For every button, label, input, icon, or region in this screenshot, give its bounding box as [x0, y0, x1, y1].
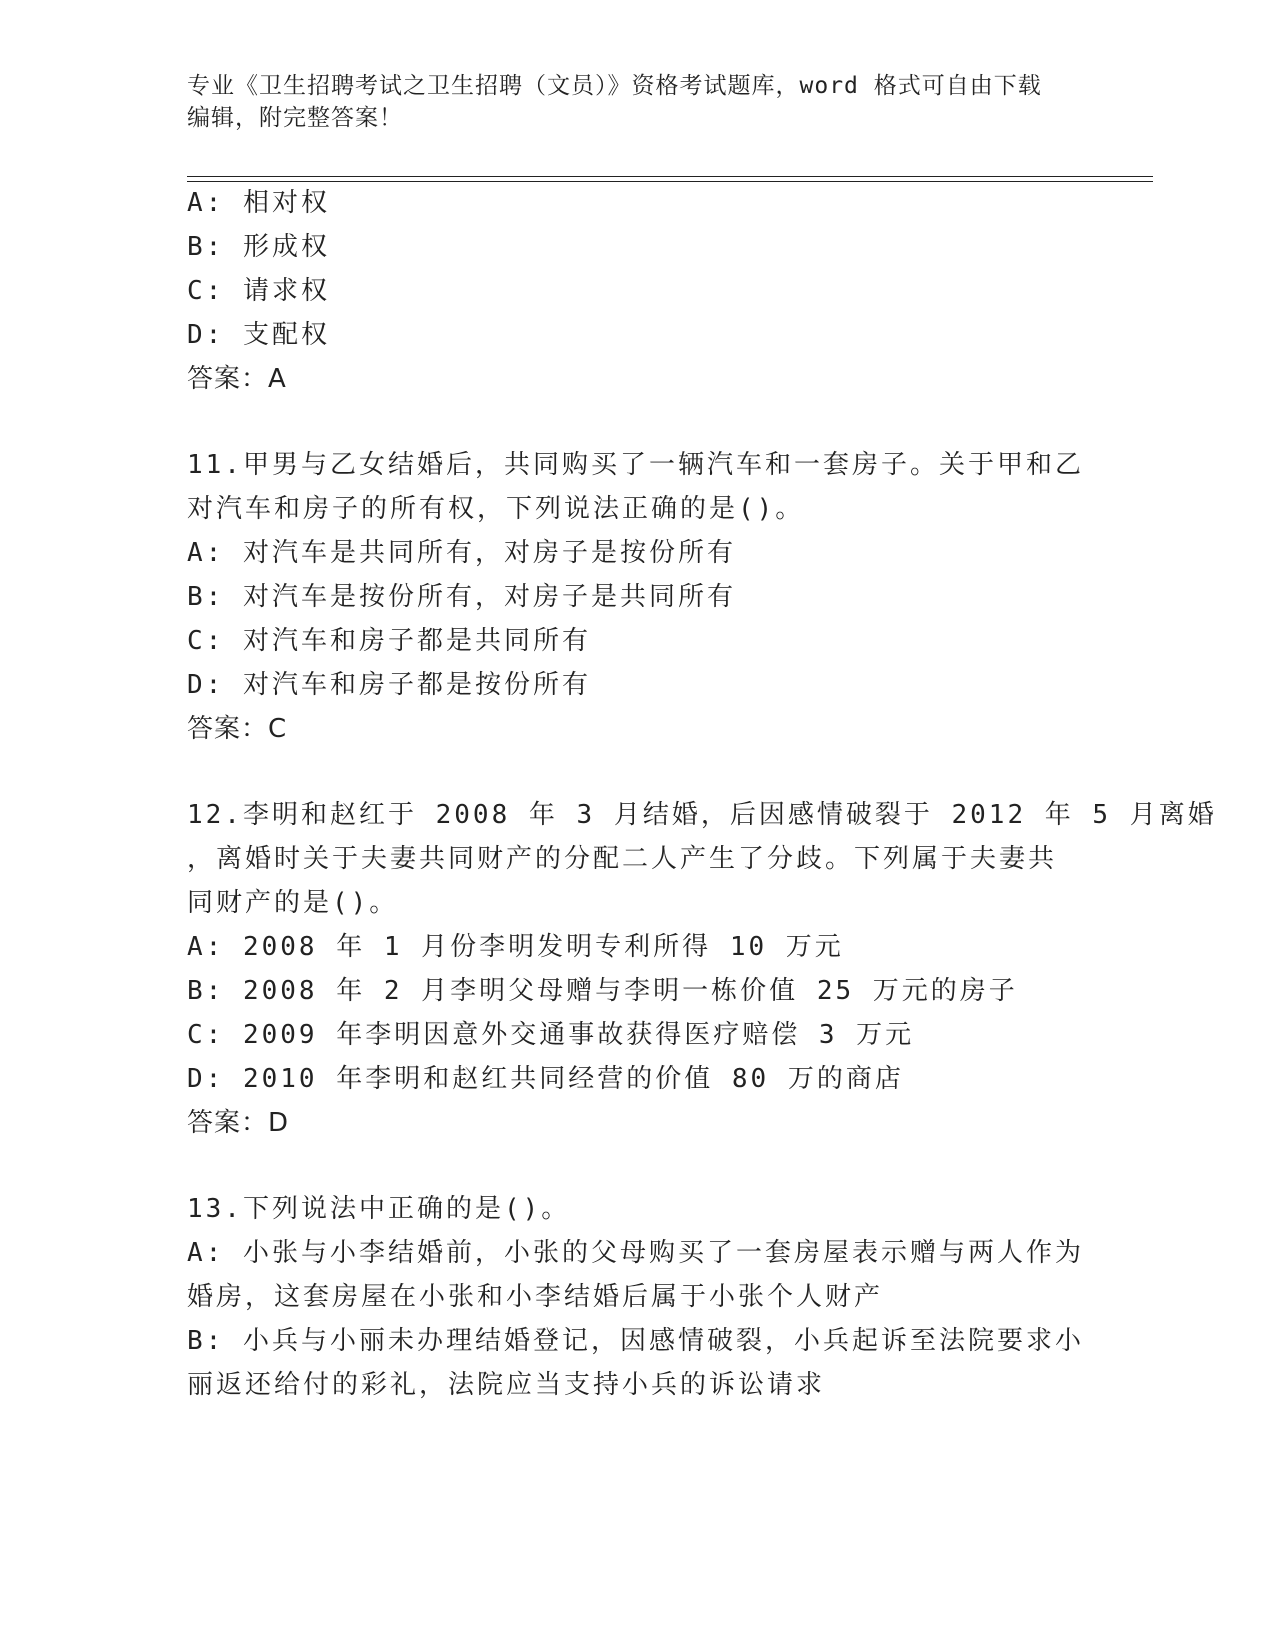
q11-answer: 答案：C: [187, 714, 288, 744]
q13-option-b-line-2: 丽返还给付的彩礼，法院应当支持小兵的诉讼请求: [187, 1370, 826, 1400]
q12-stem-line-3: 同财产的是()。: [187, 888, 399, 918]
q12-option-d: D: 2010 年李明和赵红共同经营的价值 80 万的商店: [187, 1064, 904, 1094]
header-rule-top: [187, 176, 1153, 177]
q12-option-c: C: 2009 年李明因意外交通事故获得医疗赔偿 3 万元: [187, 1020, 915, 1050]
header-line-1: 专业《卫生招聘考试之卫生招聘（文员）》资格考试题库，word 格式可自由下载: [187, 73, 1042, 99]
q11-stem-line-2: 对汽车和房子的所有权，下列说法正确的是()。: [187, 494, 805, 524]
q13-option-a-line-2: 婚房，这套房屋在小张和小李结婚后属于小张个人财产: [187, 1282, 884, 1312]
q12-stem-line-1: 12.李明和赵红于 2008 年 3 月结婚，后因感情破裂于 2012 年 5 月离婚: [187, 800, 1217, 830]
q11-option-b: B: 对汽车是按份所有，对房子是共同所有: [187, 582, 736, 612]
q12-answer: 答案：D: [187, 1108, 290, 1138]
q10-option-b: B: 形成权: [187, 232, 330, 262]
document-header: [187, 70, 1087, 134]
header-line-2: 编辑，附完整答案！: [187, 105, 403, 131]
q12-option-b: B: 2008 年 2 月李明父母赠与李明一栋价值 25 万元的房子: [187, 976, 1018, 1006]
header-rule-bottom: [187, 181, 1153, 182]
q12-stem-line-2: ，离婚时关于夫妻共同财产的分配二人产生了分歧。下列属于夫妻共: [187, 844, 1058, 874]
q11-option-d: D: 对汽车和房子都是按份所有: [187, 670, 591, 700]
q12-option-a: A: 2008 年 1 月份李明发明专利所得 10 万元: [187, 932, 844, 962]
q11-stem-line-1: 11.甲男与乙女结婚后，共同购买了一辆汽车和一套房子。关于甲和乙: [187, 450, 1084, 480]
q10-option-c: C: 请求权: [187, 276, 330, 306]
q11-option-a: A: 对汽车是共同所有，对房子是按份所有: [187, 538, 736, 568]
q13-stem-line-1: 13.下列说法中正确的是()。: [187, 1194, 571, 1224]
q10-option-a: A: 相对权: [187, 188, 330, 218]
q13-option-a-line-1: A: 小张与小李结婚前，小张的父母购买了一套房屋表示赠与两人作为: [187, 1238, 1084, 1268]
q13-option-b-line-1: B: 小兵与小丽未办理结婚登记，因感情破裂，小兵起诉至法院要求小: [187, 1326, 1084, 1356]
q10-option-d: D: 支配权: [187, 320, 330, 350]
q11-option-c: C: 对汽车和房子都是共同所有: [187, 626, 591, 656]
q10-answer: 答案：A: [187, 364, 287, 394]
